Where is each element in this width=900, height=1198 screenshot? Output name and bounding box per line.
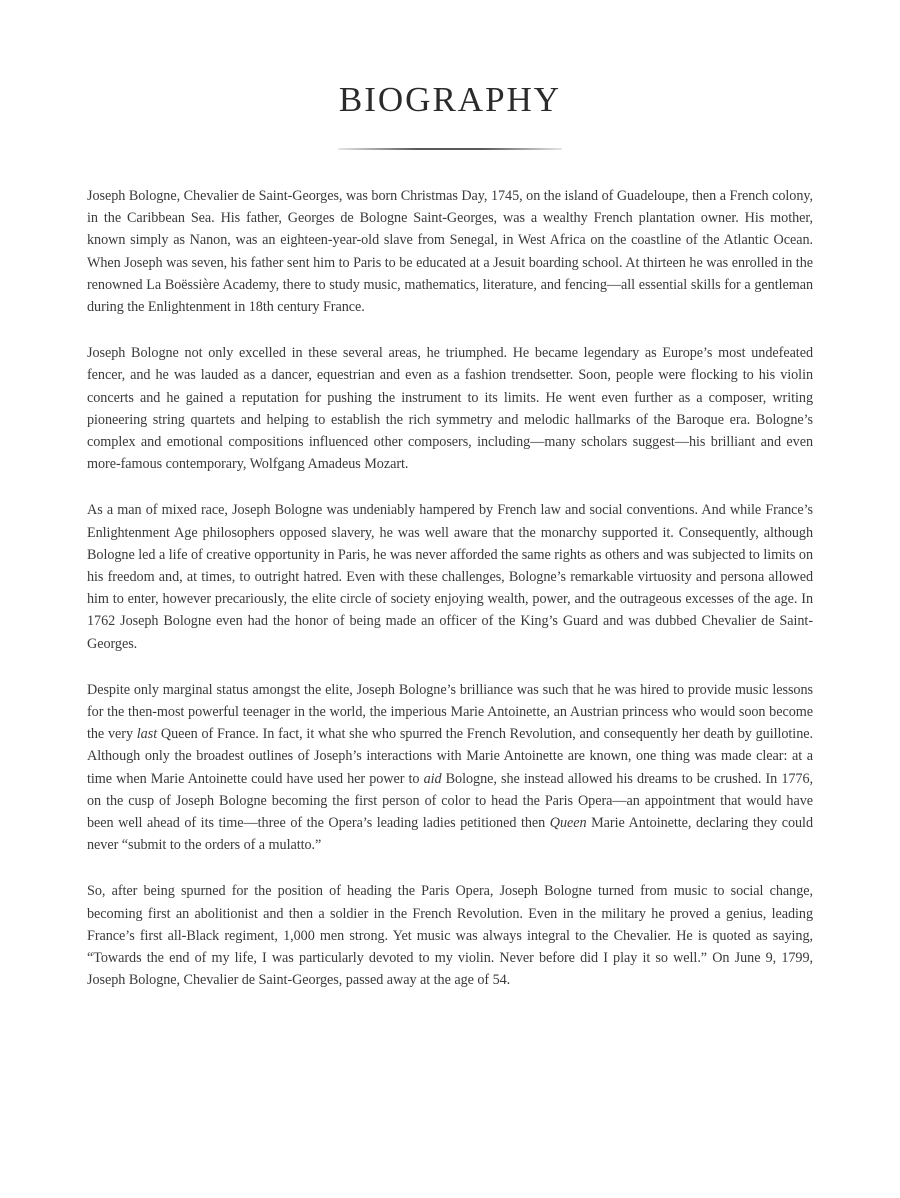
paragraph-text: Joseph Bologne not only excelled in these several areas, he triumphed. He became legendary as Europe’s most undefeated fencer, and he was lauded as a dancer, equestrian and even as a fashion trendsetter. Soon, people were flocking to his violin concerts and he gained a reputation for pushing the instrument to its limits. He went even further as a composer, writing pioneering string quartets and helping to establish the rich symmetry and melodic hallmarks of the Baroque era. Bologne’s complex and emotional compositions influenced other composers, including—many scholars suggest—his brilliant and even more-famous contemporary, Wolfgang Amadeus Mozart. bbox=[87, 345, 813, 473]
title-divider bbox=[338, 148, 562, 150]
paragraph-text: Bologne, she instead allowed his dreams to be crushed. In 1776, on the cusp of Joseph Bologne becoming the first person of color to head the Paris Opera—an appointment that would have been well ahead of its time—three of the Opera’s leading ladies petitioned then bbox=[87, 770, 814, 832]
paragraph-text: Queen of France. In fact, it what she who spurred the French Revolution, and consequently her death by guillotine. Although only the broadest outlines of Joseph’s interactions with Marie Antoinette are known, one thing was made clear: at a time when Marie Antoinette could have used her power to bbox=[87, 726, 813, 787]
paragraph-2 bbox=[87, 342, 813, 475]
paragraph-text: Joseph Bologne, Chevalier de Saint-Georges, was born Christmas Day, 1745, on the island of Guadeloupe, then a French colony, in the Caribbean Sea. His father, Georges de Bologne Saint-Georges, was a wealthy French plantation owner. His mother, known simply as Nanon, was an eighteen-year-old slave from Senegal, in West Africa on the coastline of the Atlantic Ocean. When Joseph was seven, his father sent him to Paris to be educated at a Jesuit boarding school. At thirteen he was enrolled in the renowned La Boëssière Academy, there to study music, mathematics, literature, and fencing—all essential skills for a gentleman during the Enlightenment in 18th century France. bbox=[87, 188, 813, 316]
paragraph-text: Despite only marginal status amongst the elite, Joseph Bologne’s brilliance was such that he was hired to provide music lessons for the then-most powerful teenager in the world, the imperious Marie Antoinette, an Austrian princess who would soon become the very bbox=[87, 681, 813, 743]
paragraph-text: As a man of mixed race, Joseph Bologne was undeniably hampered by French law and social conventions. And while France’s Enlightenment Age philosophers opposed slavery, he was well aware that the monarchy supported it. Consequently, although Bologne led a life of creative opportunity in Paris, he was never afforded the same rights as others and was subjected to limits on his freedom and, at times, to outright hatred. Even with these challenges, Bologne’s remarkable virtuosity and persona allowed him to enter, however precariously, the elite circle of society enjoying wealth, power, and the outrageous excesses of the age. In 1762 Joseph Bologne even had the honor of being made an officer of the King’s Guard and was dubbed Chevalier de Saint-Georges. bbox=[87, 502, 813, 652]
paragraph-3 bbox=[87, 499, 813, 654]
emphasis-text: Queen bbox=[549, 815, 587, 832]
paragraph-5 bbox=[87, 880, 813, 991]
emphasis-text: last bbox=[136, 726, 158, 743]
paragraph-4 bbox=[87, 679, 813, 857]
paragraph-text: Marie Antoinette, declaring they could never “submit to the orders of a mulatto.” bbox=[87, 815, 813, 854]
page-title: BIOGRAPHY bbox=[338, 80, 562, 119]
biography-body bbox=[87, 185, 813, 1016]
emphasis-text: aid bbox=[423, 770, 442, 787]
paragraph-text: So, after being spurned for the position of heading the Paris Opera, Joseph Bologne turned from music to social change, becoming first an abolitionist and then a soldier in the French Revolution. Even in the military he proved a genius, leading France’s first all-Black regiment, 1,000 men strong. Yet music was always integral to the Chevalier. He is quoted as saying, “Towards the end of my life, I was particularly devoted to my violin. Never before did I play it so well.” On June 9, 1799, Joseph Bologne, Chevalier de Saint-Georges, passed away at the age of 54. bbox=[87, 883, 813, 989]
paragraph-1 bbox=[87, 185, 813, 318]
